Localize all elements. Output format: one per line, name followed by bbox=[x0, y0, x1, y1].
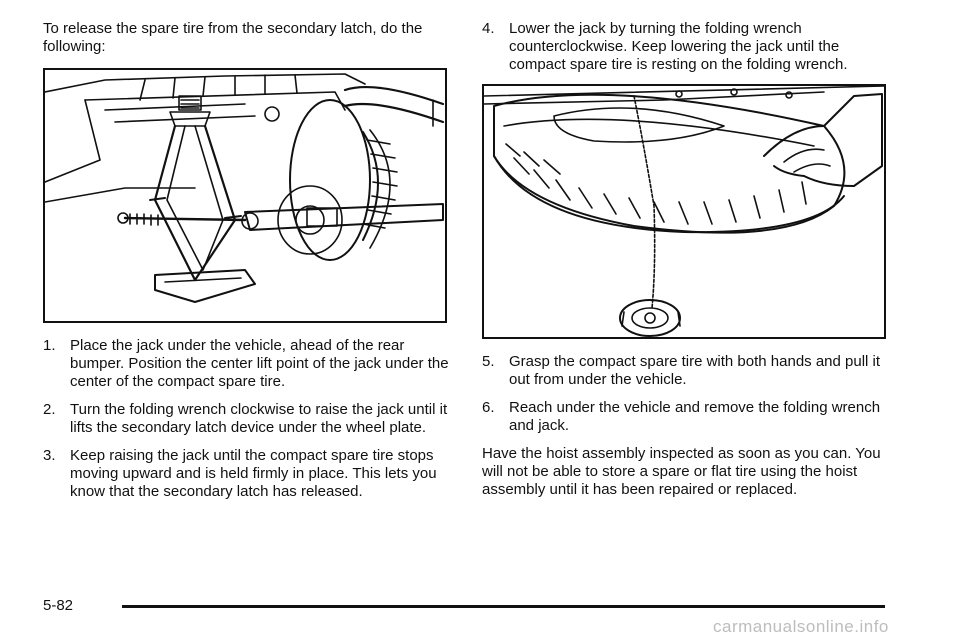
footer-rule bbox=[122, 605, 885, 608]
right-column bbox=[482, 20, 892, 499]
steps-list-right-top bbox=[482, 20, 892, 74]
closing-paragraph: Have the hoist assembly inspected as soon as you can. You will not be able to store a spare or flat tire using the hoist assembly until it has been repaired or replaced. bbox=[482, 445, 881, 498]
intro-text: To release the spare tire from the secondary latch, do the following: bbox=[43, 20, 423, 55]
steps-list-left bbox=[43, 337, 453, 501]
step-number: 4. bbox=[482, 20, 495, 37]
step-4 bbox=[482, 20, 892, 74]
watermark: carmanualsonline.info bbox=[713, 617, 889, 636]
step-number: 1. bbox=[43, 337, 56, 354]
step-6 bbox=[482, 399, 892, 435]
step-text: Lower the jack by turning the folding wrench counterclockwise. Keep lowering the jack until the compact spare tire is resting on the folding wrench. bbox=[509, 20, 848, 73]
steps-list-right-bottom bbox=[482, 353, 892, 435]
step-text: Turn the folding wrench clockwise to raise the jack until it lifts the secondary latch device under the wheel plate. bbox=[70, 401, 448, 436]
step-number: 2. bbox=[43, 401, 56, 418]
step-5 bbox=[482, 353, 892, 389]
jack-under-vehicle-illustration bbox=[43, 68, 447, 323]
step-number: 3. bbox=[43, 447, 56, 464]
step-2 bbox=[43, 401, 453, 437]
spare-tire-lowered-illustration bbox=[482, 84, 886, 339]
step-number: 5. bbox=[482, 353, 495, 370]
step-text: Keep raising the jack until the compact spare tire stops moving upward and is held firmly in place. This lets you know that the secondary latch has released. bbox=[70, 447, 437, 500]
step-3 bbox=[43, 447, 453, 501]
step-text: Place the jack under the vehicle, ahead of the rear bumper. Position the center lift point of the jack under the center of the compact spare tire. bbox=[70, 337, 449, 390]
page-number: 5-82 bbox=[43, 597, 74, 614]
step-number: 6. bbox=[482, 399, 495, 416]
left-column bbox=[43, 20, 453, 511]
step-text: Reach under the vehicle and remove the folding wrench and jack. bbox=[509, 399, 881, 434]
step-text: Grasp the compact spare tire with both hands and pull it out from under the vehicle. bbox=[509, 353, 881, 388]
step-1 bbox=[43, 337, 453, 391]
